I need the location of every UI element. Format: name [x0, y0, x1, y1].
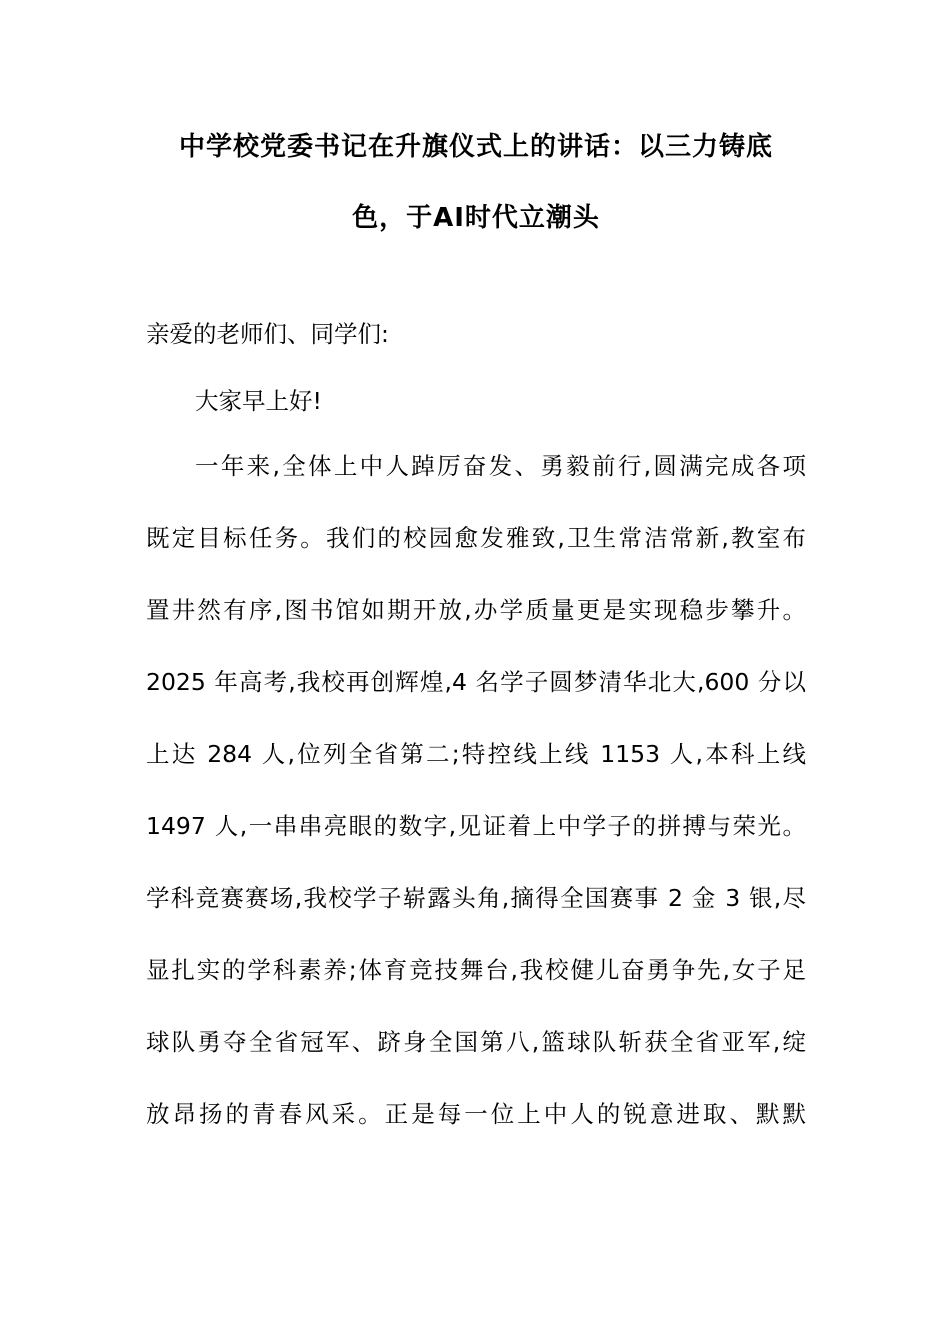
body-line: 置井然有序,图书馆如期开放,办学质量更是实现稳步攀升。 [146, 596, 806, 624]
document-title-line-2: 色，于AI时代立潮头 [352, 203, 600, 233]
greeting: 大家早上好! [195, 387, 322, 415]
body-line: 放昂扬的青春风采。正是每一位上中人的锐意进取、默默 [146, 1100, 806, 1128]
body-line: 球队勇夺全省冠军、跻身全国第八,篮球队斩获全省亚军,绽 [146, 1028, 806, 1056]
salutation: 亲爱的老师们、同学们: [146, 320, 389, 348]
body-line: 显扎实的学科素养;体育竞技舞台,我校健儿奋勇争先,女子足 [146, 956, 806, 984]
body-line: 学科竞赛赛场,我校学子崭露头角,摘得全国赛事 2 金 3 银,尽 [146, 884, 806, 912]
body-line: 2025 年高考,我校再创辉煌,4 名学子圆梦清华北大,600 分以 [146, 668, 806, 696]
body-line: 一年来,全体上中人踔厉奋发、勇毅前行,圆满完成各项 [195, 452, 806, 480]
body-line: 上达 284 人,位列全省第二;特控线上线 1153 人,本科上线 [146, 740, 806, 768]
body-line: 既定目标任务。我们的校园愈发雅致,卫生常洁常新,教室布 [146, 524, 806, 552]
document-title-line-1: 中学校党委书记在升旗仪式上的讲话：以三力铸底 [178, 132, 773, 162]
body-line: 1497 人,一串串亮眼的数字,见证着上中学子的拼搏与荣光。 [146, 812, 806, 840]
